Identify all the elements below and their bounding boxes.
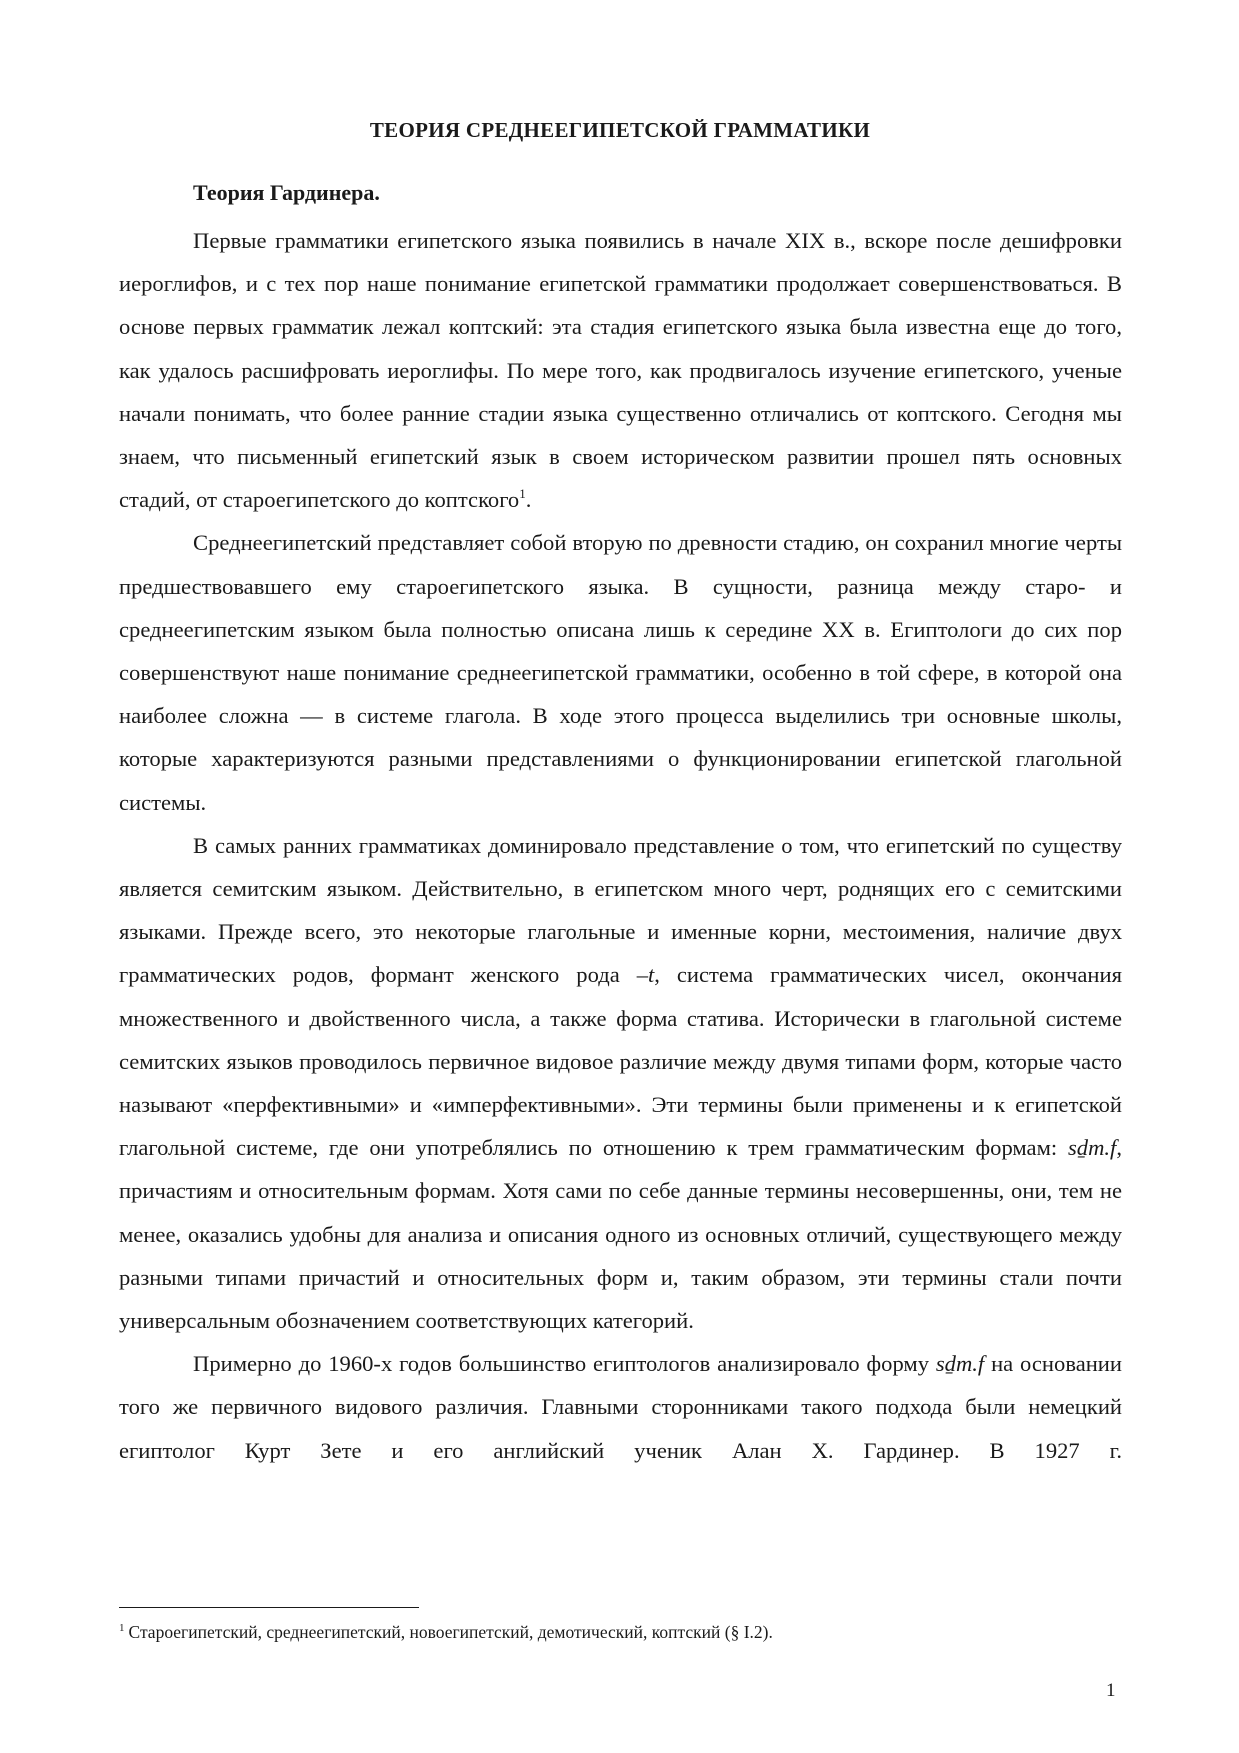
italic-term: –t (636, 962, 655, 988)
footnote (119, 1620, 773, 1644)
italic-term: sḏm.f (935, 1351, 985, 1377)
footnote-number: 1 (119, 1622, 125, 1634)
paragraph-text: Примерно до 1960-х годов большинство египтологов анализировало форму (193, 1351, 936, 1377)
paragraph: Среднеегипетский представляет собой вторую по древности стадию, он сохранил многие черты предшествовавшего ему староегипетского языка. В сущности, разница между старо- и среднеегипетским языком была полностью описана лишь к середине XX в. Египтологи до сих пор совершенствуют наше понимание среднеегипетской грамматики, особенно в той сфере, в которой она наиболее сложна — в системе глагола. В ходе этого процесса выделились три основные школы, которые характеризуются разными представлениями о функционировании египетской глагольной системы. (119, 530, 1122, 815)
footnote-text: Староегипетский, среднеегипетский, новоегипетский, демотический, коптский (§ I.2). (128, 1622, 773, 1642)
paragraph-text: Первые грамматики египетского языка появились в начале XIX в., вскоре после дешифровки иероглифов, и с тех пор наше понимание египетской грамматики продолжает совершенствоваться. В основе первых грамматик лежал коптский: эта стадия египетского языка была известна еще до того, как удалось расшифровать иероглифы. По мере того, как продвигалось изучение египетского, ученые начали понимать, что более ранние стадии языка существенно отличались от коптского. Сегодня мы знаем, что письменный египетский язык в своем историческом развитии прошел пять основных стадий, от староегипетского до коптского (119, 228, 1122, 513)
paragraph (119, 824, 1122, 1342)
footnote-reference[interactable]: 1 (519, 486, 526, 502)
document-title: ТЕОРИЯ СРЕДНЕЕГИПЕТСКОЙ ГРАММАТИКИ (369, 118, 871, 142)
paragraph-text: , система грамматических чисел, окончания множественного и двойственного числа, а также форма статива. Исторически в глагольной системе семитских языков проводилось первичное видовое различие между двумя типами форм, которые часто называют «перфективными» и «имперфективными». Эти термины были применены и к египетской глагольной системе, где они употреблялись по отношению к трем грамматическим формам: (119, 962, 1122, 1161)
paragraph-text: на основании того же первичного видового различия. Главными сторонниками такого подхода были немецкий египтолог Курт Зете и его английский ученик Алан Х. Гардинер. В 1927 г. (119, 1351, 1122, 1463)
paragraph (119, 1342, 1122, 1472)
paragraph-text: , причастиям и относительным формам. Хотя сами по себе данные термины несовершенны, они, тем не менее, оказались удобны для анализа и описания одного из основных отличий, существующего между разными типами причастий и относительных форм и, таким образом, эти термины стали почти универсальным обозначением соответствующих категорий. (119, 1135, 1122, 1334)
italic-term: sḏm.f (1068, 1135, 1117, 1161)
body-text (119, 219, 1122, 1472)
paragraph (119, 219, 1122, 521)
section-heading: Теория Гардинера. (193, 180, 380, 205)
footnote-separator (119, 1607, 419, 1608)
paragraph-text: . (525, 487, 532, 513)
paragraph-text: В самых ранних грамматиках доминировало представление о том, что египетский по существу является семитским языком. Действительно, в египетском много черт, роднящих его с семитскими языками. Прежде всего, это некоторые глагольные и именные корни, местоимения, наличие двух грамматических родов, формант женского рода (119, 832, 1122, 988)
page-number: 1 (1106, 1680, 1116, 1701)
